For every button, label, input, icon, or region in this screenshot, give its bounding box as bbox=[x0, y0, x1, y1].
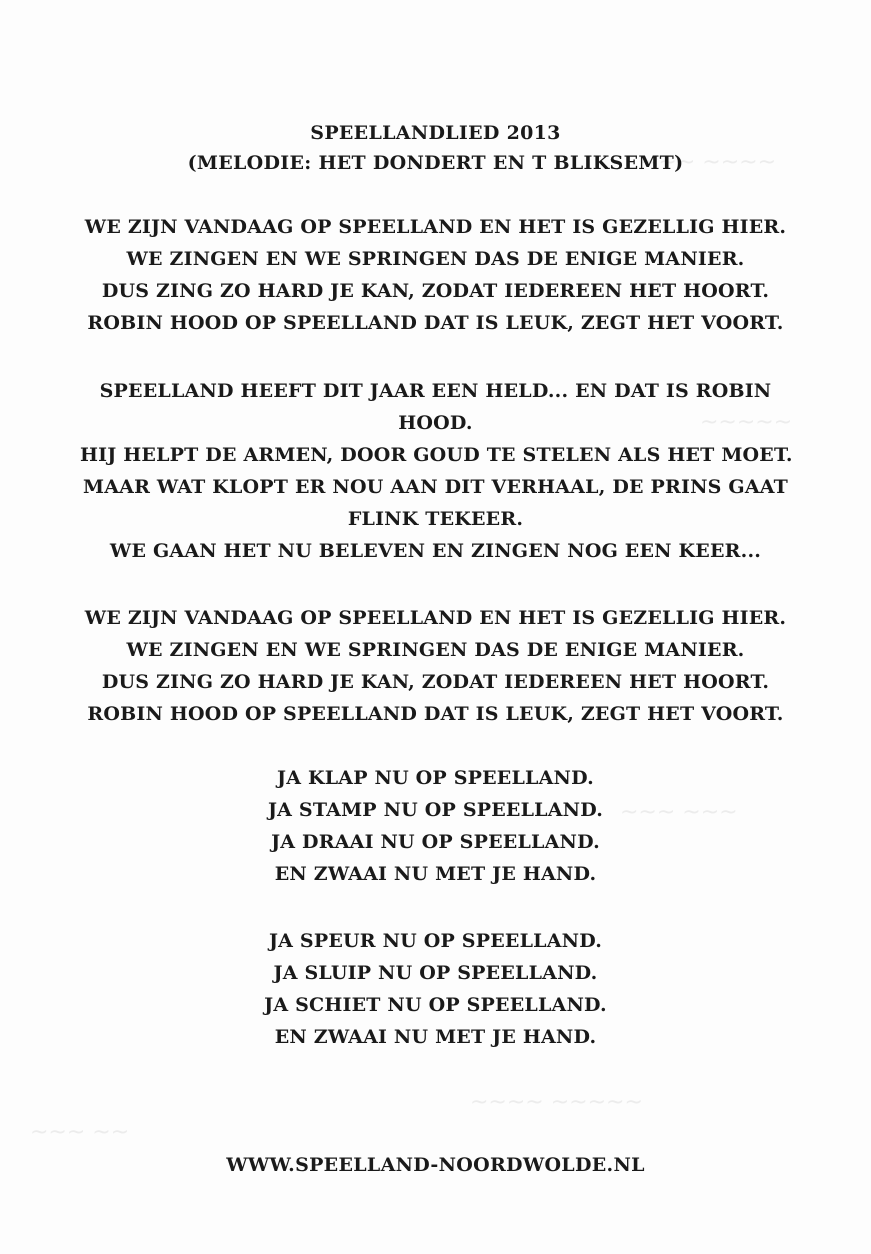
verse-line: JA SPEUR NU OP SPEELLAND. bbox=[268, 930, 603, 952]
show-through-mark: ~~~~ ~~~~~ bbox=[470, 1090, 643, 1115]
verse-line: WE ZINGEN EN WE SPRINGEN DAS DE ENIGE MANIER. bbox=[126, 639, 745, 661]
verse-line: HIJ HELPT DE ARMEN, DOOR GOUD TE STELEN ALS HET MOET. bbox=[80, 444, 793, 466]
verse-2 bbox=[80, 375, 791, 567]
verse-line: EN ZWAAI NU MET JE HAND. bbox=[274, 863, 597, 885]
verse-line: MAAR WAT KLOPT ER NOU AAN DIT VERHAAL, DE PRINS GAAT FLINK TEKEER. bbox=[82, 476, 789, 530]
website-url: WWW.SPEELLAND-NOORDWOLDE.NL bbox=[226, 1154, 645, 1176]
verse-4 bbox=[60, 762, 811, 890]
show-through-mark: ~~~ ~~~ bbox=[620, 800, 738, 825]
verse-line: EN ZWAAI NU MET JE HAND. bbox=[274, 1026, 597, 1048]
verse-line: DUS ZING ZO HARD JE KAN, ZODAT IEDEREEN HET HOORT. bbox=[101, 280, 770, 302]
verse-line: WE ZINGEN EN WE SPRINGEN DAS DE ENIGE MANIER. bbox=[126, 248, 745, 270]
show-through-mark: ~~~ ~~~~ bbox=[640, 150, 777, 175]
verse-line: WE ZIJN VANDAAG OP SPEELLAND EN HET IS GEZELLIG HIER. bbox=[84, 607, 787, 629]
verse-line: JA SLUIP NU OP SPEELLAND. bbox=[273, 962, 598, 984]
verse-5 bbox=[60, 925, 811, 1053]
show-through-mark: ~~~~~ bbox=[700, 410, 793, 435]
song-title-line: SPEELLANDLIED 2013 bbox=[310, 122, 561, 144]
verse-line: WE GAAN HET NU BELEVEN EN ZINGEN NOG EEN KEER... bbox=[109, 540, 762, 562]
song-title bbox=[0, 118, 871, 178]
verse-1 bbox=[60, 211, 811, 339]
verse-line: ROBIN HOOD OP SPEELLAND DAT IS LEUK, ZEGT HET VOORT. bbox=[87, 703, 784, 725]
verse-line: JA KLAP NU OP SPEELLAND. bbox=[277, 767, 594, 789]
verse-line: SPEELLAND HEEFT DIT JAAR EEN HELD... EN DAT IS ROBIN HOOD. bbox=[99, 380, 772, 434]
verse-line: JA DRAAI NU OP SPEELLAND. bbox=[271, 831, 600, 853]
song-melody-line: (MELODIE: HET DONDERT EN T BLIKSEMT) bbox=[187, 152, 684, 174]
verse-line: WE ZIJN VANDAAG OP SPEELLAND EN HET IS GEZELLIG HIER. bbox=[84, 216, 787, 238]
verse-3 bbox=[60, 602, 811, 730]
verse-line: JA SCHIET NU OP SPEELLAND. bbox=[264, 994, 607, 1016]
verse-line: JA STAMP NU OP SPEELLAND. bbox=[267, 799, 604, 821]
verse-line: DUS ZING ZO HARD JE KAN, ZODAT IEDEREEN HET HOORT. bbox=[101, 671, 770, 693]
verse-line: ROBIN HOOD OP SPEELLAND DAT IS LEUK, ZEGT HET VOORT. bbox=[87, 312, 784, 334]
show-through-mark: ~~~ ~~ bbox=[30, 1120, 130, 1145]
